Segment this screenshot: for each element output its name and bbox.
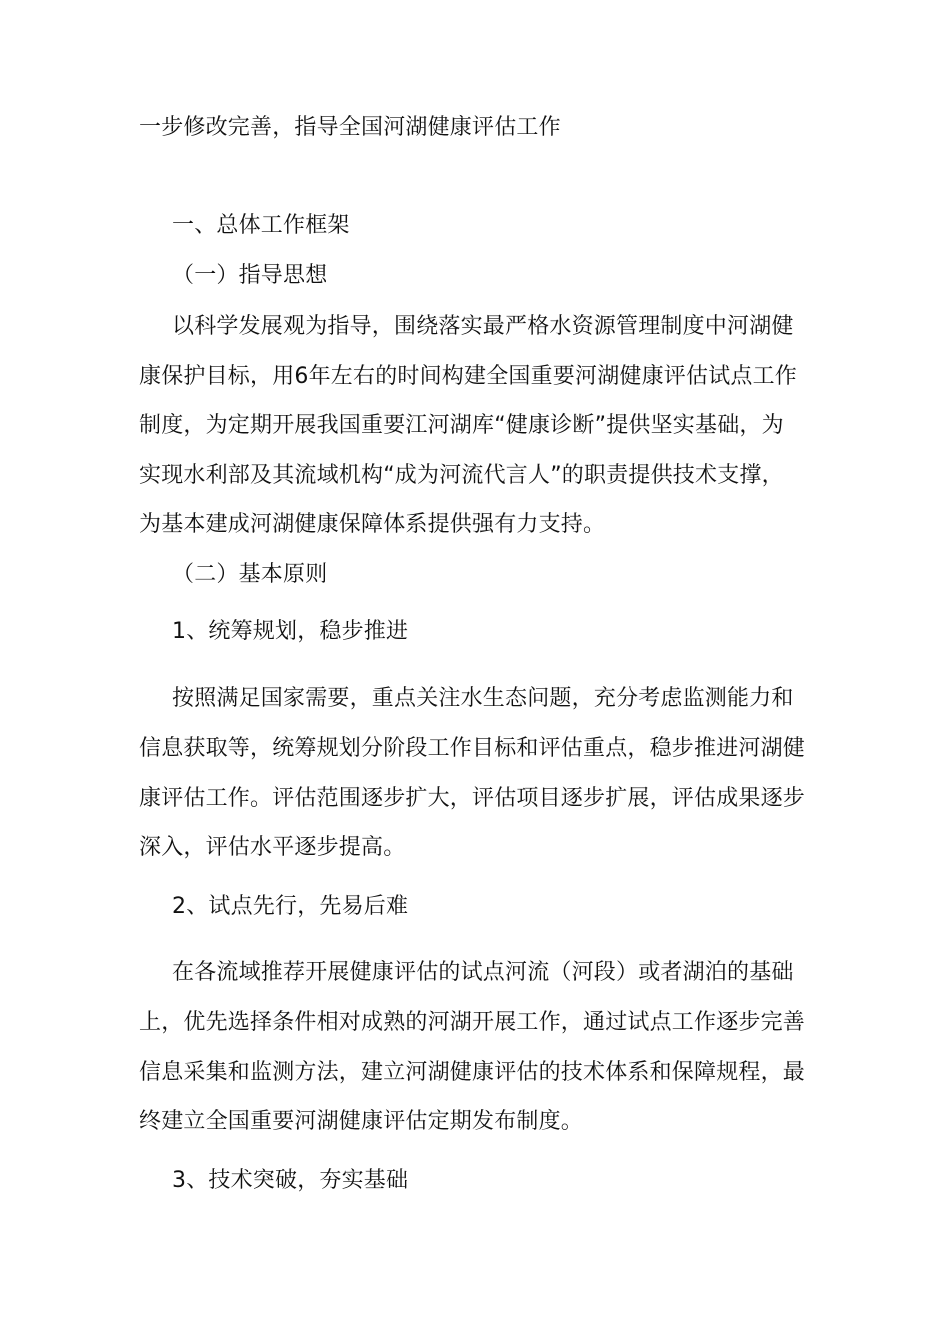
- paragraph-line: 深入，评估水平逐步提高。: [139, 835, 406, 860]
- paragraph-line: 康保护目标，用6年左右的时间构建全国重要河湖健康评估试点工作: [139, 364, 797, 389]
- subsection-heading: （一）指导思想: [172, 263, 328, 288]
- paragraph-line: 信息获取等，统筹规划分阶段工作目标和评估重点，稳步推进河湖健: [139, 736, 806, 761]
- principle-heading: 2、试点先行，先易后难: [172, 894, 409, 919]
- section-heading: 一、总体工作框架: [172, 213, 350, 238]
- paragraph-line: 以科学发展观为指导，围绕落实最严格水资源管理制度中河湖健: [172, 314, 794, 339]
- paragraph-line: 信息采集和监测方法，建立河湖健康评估的技术体系和保障规程，最: [139, 1060, 806, 1085]
- paragraph-line: 康评估工作。评估范围逐步扩大，评估项目逐步扩展，评估成果逐步: [139, 786, 806, 811]
- text-line: 一步修改完善，指导全国河湖健康评估工作: [139, 115, 561, 140]
- principle-heading: 3、技术突破，夯实基础: [172, 1168, 409, 1193]
- paragraph-line: 在各流域推荐开展健康评估的试点河流（河段）或者湖泊的基础: [172, 960, 794, 985]
- paragraph-line: 为基本建成河湖健康保障体系提供强有力支持。: [139, 512, 606, 537]
- principle-heading: 1、统筹规划，稳步推进: [172, 619, 409, 644]
- paragraph-line: 上，优先选择条件相对成熟的河湖开展工作，通过试点工作逐步完善: [139, 1010, 806, 1035]
- paragraph-line: 实现水利部及其流域机构“成为河流代言人”的职责提供技术支撑，: [139, 463, 784, 488]
- paragraph-line: 终建立全国重要河湖健康评估定期发布制度。: [139, 1109, 584, 1134]
- subsection-heading: （二）基本原则: [172, 562, 328, 587]
- paragraph-line: 按照满足国家需要，重点关注水生态问题，充分考虑监测能力和: [172, 686, 794, 711]
- paragraph-line: 制度，为定期开展我国重要江河湖库“健康诊断”提供坚实基础，为: [139, 413, 784, 438]
